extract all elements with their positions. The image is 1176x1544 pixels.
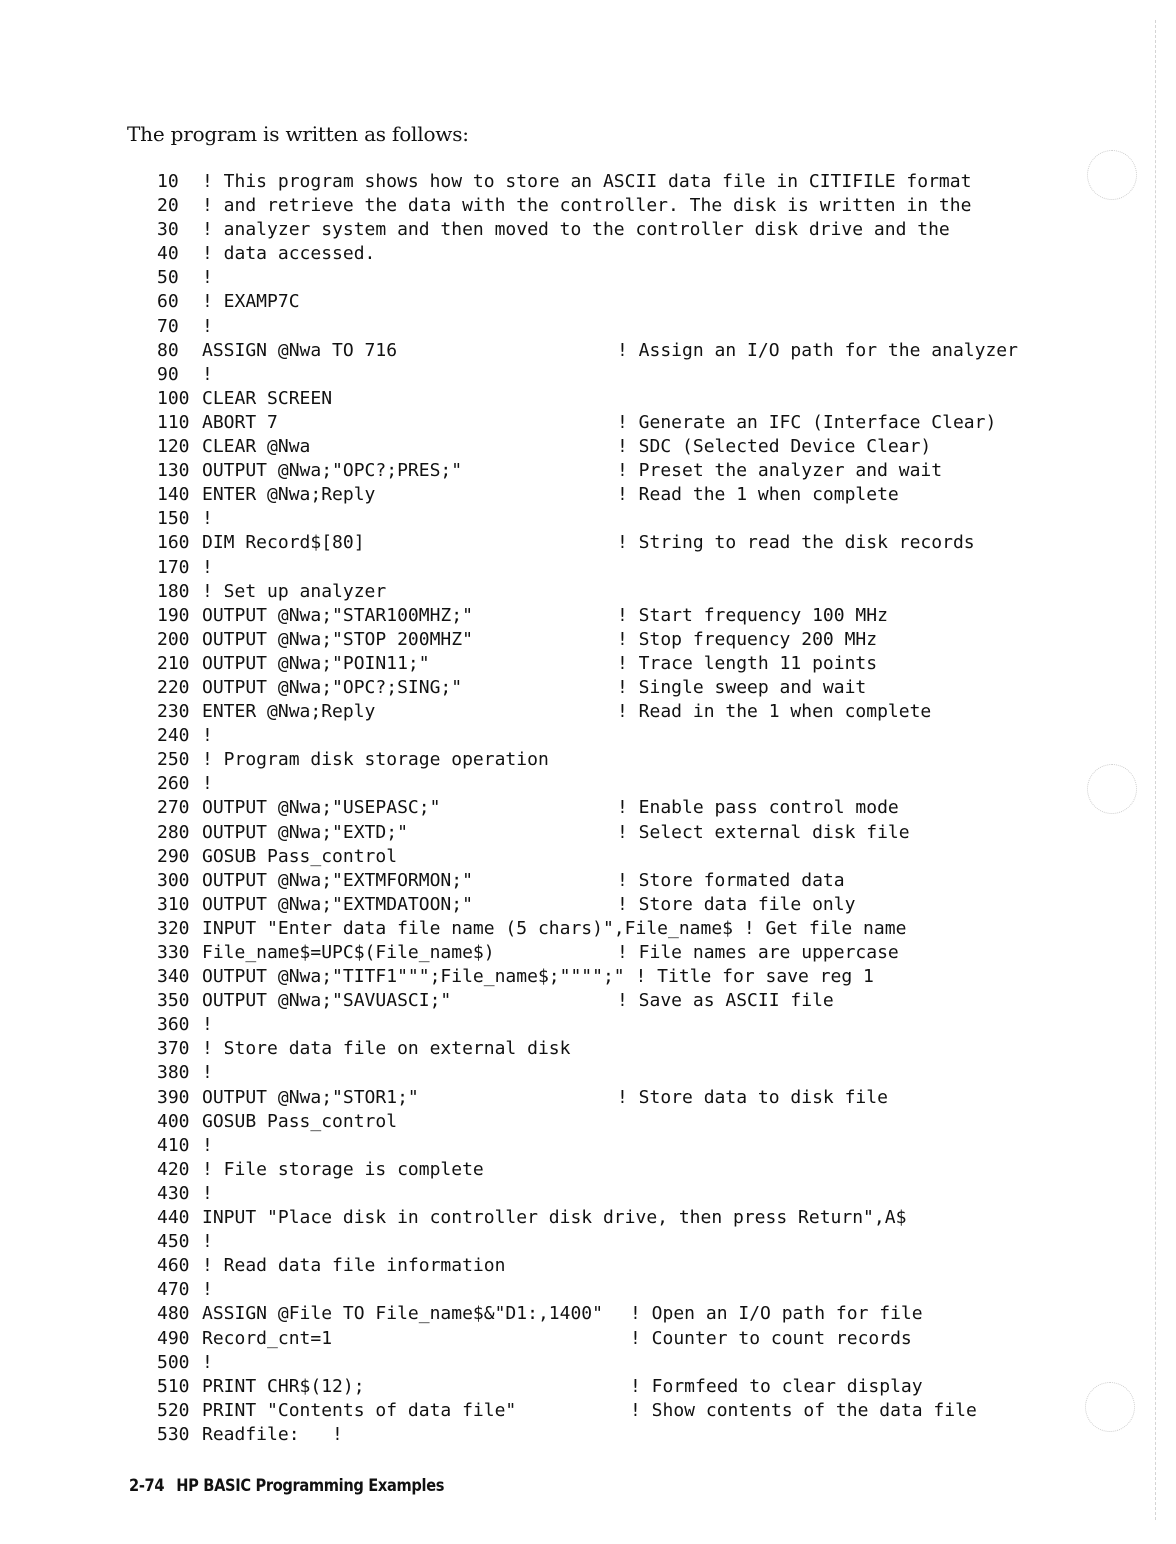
line-comment: ! Assign an I/O path for the analyzer: [617, 339, 1018, 361]
line-code: ! Set up analyzer: [202, 580, 387, 602]
code-line: [157, 796, 1057, 820]
line-number: 210: [157, 652, 190, 674]
code-line: [157, 821, 1057, 845]
line-code: OUTPUT @Nwa;"EXTMDATOON;": [202, 893, 473, 915]
line-code: !: [202, 1279, 213, 1301]
line-code: !: [202, 1014, 213, 1036]
line-number: 50: [157, 267, 179, 289]
line-number: 10: [157, 171, 179, 192]
code-line: [157, 869, 1057, 893]
line-number: 450: [157, 1231, 190, 1253]
code-line: [157, 580, 1057, 604]
line-code: ! Program disk storage operation: [202, 749, 549, 771]
line-comment: ! Show contents of the data file: [630, 1399, 977, 1421]
line-number: 520: [157, 1399, 190, 1421]
line-code: ENTER @Nwa;Reply: [202, 701, 376, 723]
code-line: [157, 1230, 1057, 1254]
line-number: 150: [157, 508, 190, 530]
line-comment: ! Trace length 11 points: [617, 652, 878, 674]
code-line: [157, 1423, 1057, 1447]
line-number: 350: [157, 990, 190, 1012]
line-code: Record_cnt=1: [202, 1327, 333, 1349]
line-number: 440: [157, 1207, 190, 1229]
line-number: 380: [157, 1062, 190, 1084]
line-number: 260: [157, 773, 190, 795]
line-number: 370: [157, 1038, 190, 1060]
line-code: ! Read data file information: [202, 1255, 506, 1277]
line-code: OUTPUT @Nwa;"OPC?;PRES;": [202, 460, 463, 482]
line-number: 460: [157, 1255, 190, 1277]
code-line: [157, 435, 1057, 459]
code-line: [157, 965, 1057, 989]
line-comment: ! Open an I/O path for file: [630, 1303, 923, 1325]
line-number: 100: [157, 387, 190, 409]
code-line: [157, 1206, 1057, 1230]
line-code: ! This program shows how to store an ASCII data file in CITIFILE format: [202, 171, 972, 192]
punch-hole-mark: [1087, 764, 1137, 814]
line-code: CLEAR SCREEN: [202, 387, 333, 409]
code-line: [157, 194, 1057, 218]
code-line: [157, 242, 1057, 266]
line-code: OUTPUT @Nwa;"OPC?;SING;": [202, 676, 463, 698]
line-number: 90: [157, 363, 179, 385]
code-line: [157, 676, 1057, 700]
line-number: 340: [157, 966, 190, 988]
line-number: 120: [157, 436, 190, 458]
line-code: INPUT "Place disk in controller disk drive, then press Return",A$: [202, 1207, 907, 1229]
code-line: [157, 724, 1057, 748]
line-number: 230: [157, 701, 190, 723]
line-number: 330: [157, 942, 190, 963]
line-number: 270: [157, 797, 190, 819]
line-number: 110: [157, 411, 190, 433]
line-code: PRINT CHR$(12);: [202, 1375, 365, 1397]
line-number: 420: [157, 1158, 190, 1180]
line-code: OUTPUT @Nwa;"USEPASC;": [202, 797, 441, 819]
line-number: 530: [157, 1423, 190, 1445]
line-comment: ! File names are uppercase: [617, 942, 899, 963]
line-comment: ! Save as ASCII file: [617, 990, 834, 1012]
code-line: [157, 1158, 1057, 1182]
code-line: [157, 411, 1057, 435]
code-line: [157, 1110, 1057, 1134]
line-number: 170: [157, 556, 190, 578]
line-comment: ! Store data file only: [617, 893, 856, 915]
line-comment: ! SDC (Selected Device Clear): [617, 436, 932, 458]
line-number: 290: [157, 845, 190, 867]
line-number: 480: [157, 1303, 190, 1325]
line-code: CLEAR @Nwa: [202, 436, 311, 458]
code-line: [157, 556, 1057, 580]
code-line: [157, 266, 1057, 290]
line-code: OUTPUT @Nwa;"TITF1""";File_name$;"""";" ! Title for save reg 1: [202, 966, 874, 988]
code-line: [157, 845, 1057, 869]
code-line: [157, 290, 1057, 314]
code-line: [157, 1254, 1057, 1278]
line-code: GOSUB Pass_control: [202, 845, 398, 867]
line-number: 240: [157, 725, 190, 747]
line-number: 510: [157, 1375, 190, 1397]
line-code: ENTER @Nwa;Reply: [202, 484, 376, 506]
line-code: INPUT "Enter data file name (5 chars)",File_name$ ! Get file name: [202, 917, 907, 939]
line-code: ! Store data file on external disk: [202, 1038, 571, 1060]
line-comment: ! Stop frequency 200 MHz: [617, 628, 878, 650]
line-code: OUTPUT @Nwa;"SAVUASCI;": [202, 990, 452, 1012]
line-number: 70: [157, 315, 179, 337]
code-line: [157, 339, 1057, 363]
line-code: OUTPUT @Nwa;"STAR100MHZ;": [202, 604, 473, 626]
line-code: !: [202, 363, 213, 385]
page-number: 2-74: [129, 1476, 165, 1496]
line-code: !: [202, 508, 213, 530]
line-code: !: [202, 267, 213, 289]
line-number: 160: [157, 532, 190, 554]
line-number: 310: [157, 893, 190, 915]
line-code: OUTPUT @Nwa;"EXTMFORMON;": [202, 869, 473, 891]
code-line: [157, 507, 1057, 531]
code-line: [157, 1086, 1057, 1110]
line-number: 40: [157, 243, 179, 265]
line-number: 250: [157, 749, 190, 771]
page-edge-line: [1155, 20, 1157, 1520]
line-code: GOSUB Pass_control: [202, 1110, 398, 1132]
line-number: 400: [157, 1110, 190, 1132]
line-number: 430: [157, 1182, 190, 1204]
line-number: 390: [157, 1086, 190, 1108]
line-number: 80: [157, 339, 179, 361]
line-code: ! EXAMP7C: [202, 291, 300, 313]
line-code: DIM Record$[80]: [202, 532, 365, 554]
line-comment: ! Preset the analyzer and wait: [617, 460, 943, 482]
line-code: OUTPUT @Nwa;"STOP 200MHZ": [202, 628, 473, 650]
line-number: 360: [157, 1014, 190, 1036]
line-number: 130: [157, 460, 190, 482]
code-line: [157, 387, 1057, 411]
code-line: [157, 989, 1057, 1013]
code-line: [157, 1134, 1057, 1158]
line-number: 280: [157, 821, 190, 843]
line-number: 220: [157, 676, 190, 698]
line-comment: ! Read in the 1 when complete: [617, 701, 932, 723]
code-line: [157, 170, 1057, 194]
code-line: [157, 1013, 1057, 1037]
line-number: 20: [157, 195, 179, 217]
code-line: [157, 315, 1057, 339]
line-code: !: [202, 1231, 213, 1253]
line-number: 410: [157, 1134, 190, 1156]
footer-title: HP BASIC Programming Examples: [176, 1476, 445, 1496]
line-code: File_name$=UPC$(File_name$): [202, 942, 495, 963]
code-line: [157, 1278, 1057, 1302]
line-code: ! and retrieve the data with the controller. The disk is written in the: [202, 195, 972, 217]
line-number: 140: [157, 484, 190, 506]
line-number: 300: [157, 869, 190, 891]
code-line: [157, 748, 1057, 772]
code-line: [157, 604, 1057, 628]
line-code: PRINT "Contents of data file": [202, 1399, 517, 1421]
code-line: [157, 917, 1057, 941]
line-code: !: [202, 1134, 213, 1156]
line-code: !: [202, 773, 213, 795]
code-line: [157, 363, 1057, 387]
code-line: [157, 1182, 1057, 1206]
code-line: [157, 1351, 1057, 1375]
code-line: [157, 700, 1057, 724]
code-line: [157, 893, 1057, 917]
code-line: [157, 628, 1057, 652]
line-code: !: [202, 1351, 213, 1373]
line-comment: ! Store data to disk file: [617, 1086, 888, 1108]
code-line: [157, 459, 1057, 483]
line-comment: ! String to read the disk records: [617, 532, 975, 554]
program-listing: [157, 170, 1057, 1447]
line-code: OUTPUT @Nwa;"EXTD;": [202, 821, 408, 843]
line-code: ABORT 7: [202, 411, 278, 433]
line-number: 470: [157, 1279, 190, 1301]
line-code: ! File storage is complete: [202, 1158, 484, 1180]
line-comment: ! Generate an IFC (Interface Clear): [617, 411, 997, 433]
code-line: [157, 218, 1057, 242]
code-line: [157, 1399, 1057, 1423]
code-line: [157, 941, 1057, 965]
line-number: 190: [157, 604, 190, 626]
line-code: !: [202, 1182, 213, 1204]
intro-text: The program is written as follows:: [127, 122, 469, 146]
line-code: !: [202, 1062, 213, 1084]
line-code: ! data accessed.: [202, 243, 376, 265]
line-number: 490: [157, 1327, 190, 1349]
line-code: ASSIGN @Nwa TO 716: [202, 339, 398, 361]
line-code: Readfile: !: [202, 1423, 343, 1445]
line-code: OUTPUT @Nwa;"POIN11;": [202, 652, 430, 674]
line-code: ! analyzer system and then moved to the controller disk drive and the: [202, 219, 950, 241]
line-code: !: [202, 315, 213, 337]
line-comment: ! Store formated data: [617, 869, 845, 891]
line-number: 500: [157, 1351, 190, 1373]
code-line: [157, 1327, 1057, 1351]
line-comment: ! Select external disk file: [617, 821, 910, 843]
line-comment: ! Counter to count records: [630, 1327, 912, 1349]
line-code: OUTPUT @Nwa;"STOR1;": [202, 1086, 419, 1108]
line-code: ASSIGN @File TO File_name$&"D1:,1400": [202, 1303, 603, 1325]
line-comment: ! Read the 1 when complete: [617, 484, 899, 506]
code-line: [157, 1375, 1057, 1399]
code-line: [157, 772, 1057, 796]
code-line: [157, 483, 1057, 507]
line-comment: ! Start frequency 100 MHz: [617, 604, 888, 626]
line-comment: ! Enable pass control mode: [617, 797, 899, 819]
code-line: [157, 1302, 1057, 1326]
page-footer: [129, 1476, 444, 1496]
line-number: 200: [157, 628, 190, 650]
line-code: !: [202, 556, 213, 578]
code-line: [157, 1037, 1057, 1061]
line-number: 320: [157, 917, 190, 939]
code-line: [157, 1061, 1057, 1085]
line-number: 180: [157, 580, 190, 602]
line-number: 30: [157, 219, 179, 241]
line-comment: ! Formfeed to clear display: [630, 1375, 923, 1397]
line-code: !: [202, 725, 213, 747]
line-number: 60: [157, 291, 179, 313]
code-line: [157, 531, 1057, 555]
punch-hole-mark: [1087, 150, 1137, 200]
code-line: [157, 652, 1057, 676]
line-comment: ! Single sweep and wait: [617, 676, 867, 698]
punch-hole-mark: [1085, 1382, 1135, 1432]
